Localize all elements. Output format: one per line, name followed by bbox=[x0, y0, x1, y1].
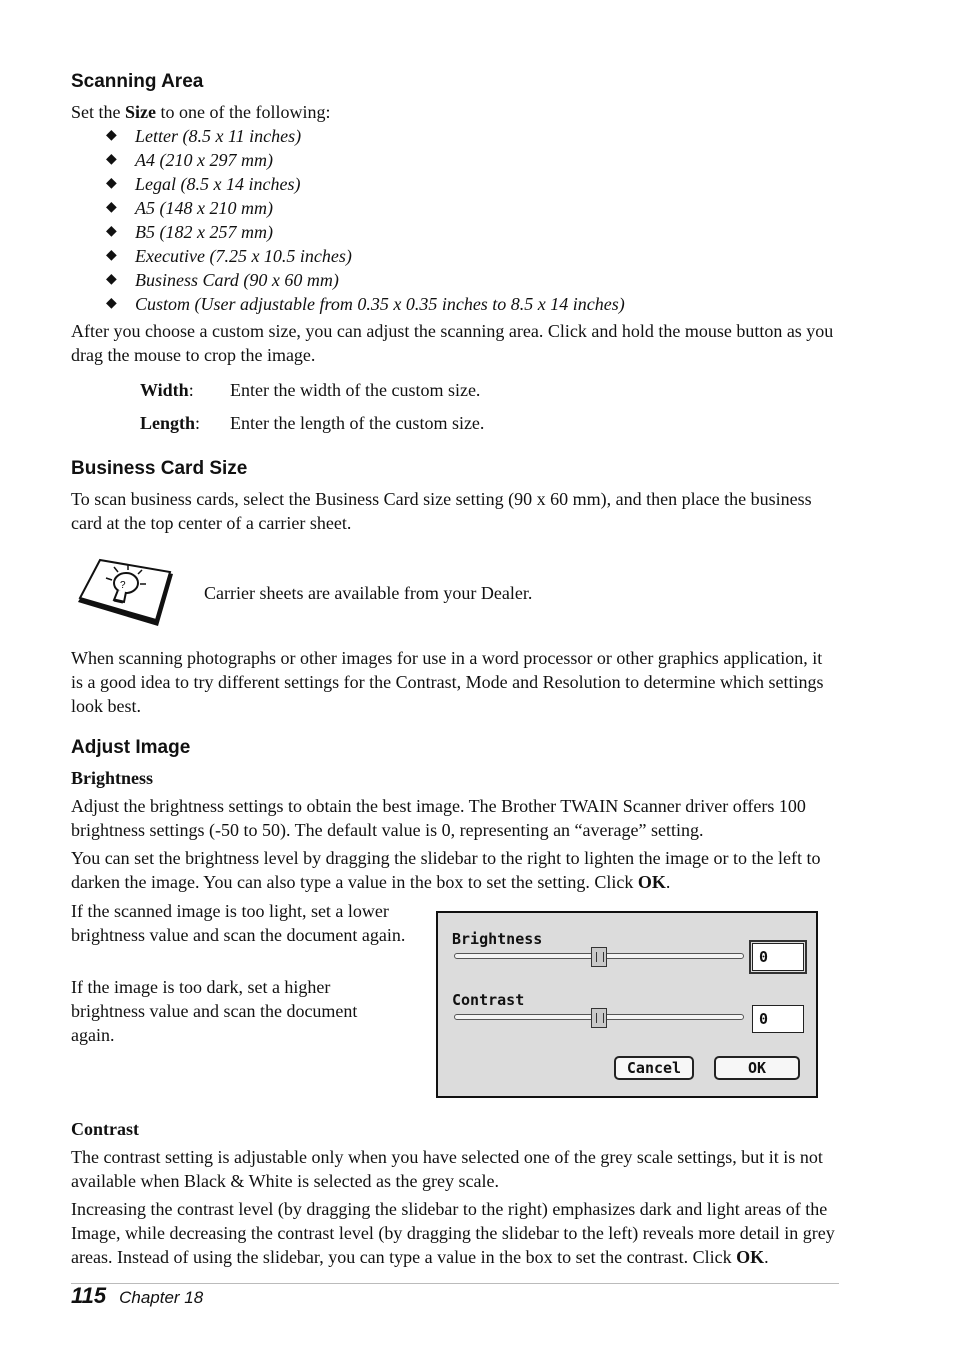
diamond-bullet-icon: ◆ bbox=[106, 200, 117, 215]
brightness-label: Brightness bbox=[452, 930, 543, 948]
brightness-value-input[interactable]: 0 bbox=[752, 943, 804, 971]
list-item: ◆ Letter (8.5 x 11 inches) bbox=[106, 126, 302, 146]
chapter-label: Chapter 18 bbox=[119, 1288, 204, 1307]
diamond-bullet-icon: ◆ bbox=[106, 176, 117, 191]
width-definition: Width: Enter the width of the custom size. bbox=[140, 380, 481, 400]
contrast-heading: Contrast bbox=[71, 1119, 139, 1139]
list-item: ◆ B5 (182 x 257 mm) bbox=[106, 222, 273, 242]
business-card-paragraph: To scan business cards, select the Business Card size setting (90 x 60 mm), and then place the business card at the top center of a carrier sheet. bbox=[71, 489, 812, 533]
contrast-paragraph-1: The contrast setting is adjustable only when you have selected one of the grey scale settings, but it is not available when Black & White is selected as the grey scale. bbox=[71, 1147, 823, 1191]
list-item: ◆ A5 (148 x 210 mm) bbox=[106, 198, 273, 218]
adjust-image-heading: Adjust Image bbox=[71, 737, 191, 758]
diamond-bullet-icon: ◆ bbox=[106, 152, 117, 167]
contrast-label: Contrast bbox=[452, 991, 525, 1009]
brightness-contrast-dialog bbox=[436, 911, 818, 1098]
photo-settings-paragraph: When scanning photographs or other images for use in a word processor or other graphics application, it is a good idea to try different settings for the Contrast, Mode and Resolution to determine which settings look best. bbox=[71, 648, 824, 716]
list-item: ◆ Executive (7.25 x 10.5 inches) bbox=[106, 246, 352, 266]
size-list bbox=[71, 124, 625, 316]
page-number: 115 bbox=[71, 1283, 107, 1308]
diamond-bullet-icon: ◆ bbox=[106, 224, 117, 239]
list-item: ◆ Legal (8.5 x 14 inches) bbox=[106, 174, 301, 194]
brightness-paragraph-2: You can set the brightness level by dragging the slidebar to the right to lighten the image or to the left to darken the image. You can also type a value in the box to set the setting. Click OK. bbox=[71, 848, 821, 892]
diamond-bullet-icon: ◆ bbox=[106, 296, 117, 311]
contrast-paragraph-2: Increasing the contrast level (by dragging the slidebar to the right) emphasizes dark and light areas of the Image, while decreasing the contrast level (by dragging the slidebar to the left) reveals more detail in grey areas. Instead of using the slidebar, you can type a value in the box to set the contrast. Click OK. bbox=[71, 1199, 835, 1267]
brightness-paragraph-1: Adjust the brightness settings to obtain the best image. The Brother TWAIN Scanner driver offers 100 brightness settings (-50 to 50). The default value is 0, representing an “average” setting. bbox=[71, 796, 806, 840]
too-dark-paragraph: If the image is too dark, set a higher brightness value and scan the document again. bbox=[71, 977, 358, 1045]
too-light-paragraph: If the scanned image is too light, set a lower brightness value and scan the document again. bbox=[71, 901, 406, 945]
cancel-button[interactable]: Cancel bbox=[614, 1056, 694, 1080]
list-item: ◆ Custom (User adjustable from 0.35 x 0.35 inches to 8.5 x 14 inches) bbox=[106, 294, 625, 314]
custom-size-paragraph: After you choose a custom size, you can adjust the scanning area. Click and hold the mouse button as you drag the mouse to crop the image. bbox=[71, 321, 834, 365]
size-intro: Set the Size to one of the following: bbox=[71, 102, 331, 122]
ok-button[interactable]: OK bbox=[714, 1056, 800, 1080]
diamond-bullet-icon: ◆ bbox=[106, 248, 117, 263]
diamond-bullet-icon: ◆ bbox=[106, 128, 117, 143]
diamond-bullet-icon: ◆ bbox=[106, 272, 117, 287]
length-definition: Length: Enter the length of the custom size. bbox=[140, 413, 485, 433]
scanning-area-heading: Scanning Area bbox=[71, 71, 204, 92]
contrast-value-input[interactable]: 0 bbox=[752, 1005, 804, 1033]
page-footer bbox=[71, 1284, 203, 1310]
brightness-slider-thumb[interactable] bbox=[591, 947, 607, 967]
brightness-heading: Brightness bbox=[71, 768, 154, 788]
svg-text:?: ? bbox=[120, 580, 126, 591]
list-item: ◆ Business Card (90 x 60 mm) bbox=[106, 270, 339, 290]
tip-text: Carrier sheets are available from your Dealer. bbox=[204, 583, 533, 603]
business-card-heading: Business Card Size bbox=[71, 458, 248, 479]
lightbulb-note-icon bbox=[76, 558, 176, 628]
list-item: ◆ A4 (210 x 297 mm) bbox=[106, 150, 273, 170]
contrast-slider-thumb[interactable] bbox=[591, 1008, 607, 1028]
